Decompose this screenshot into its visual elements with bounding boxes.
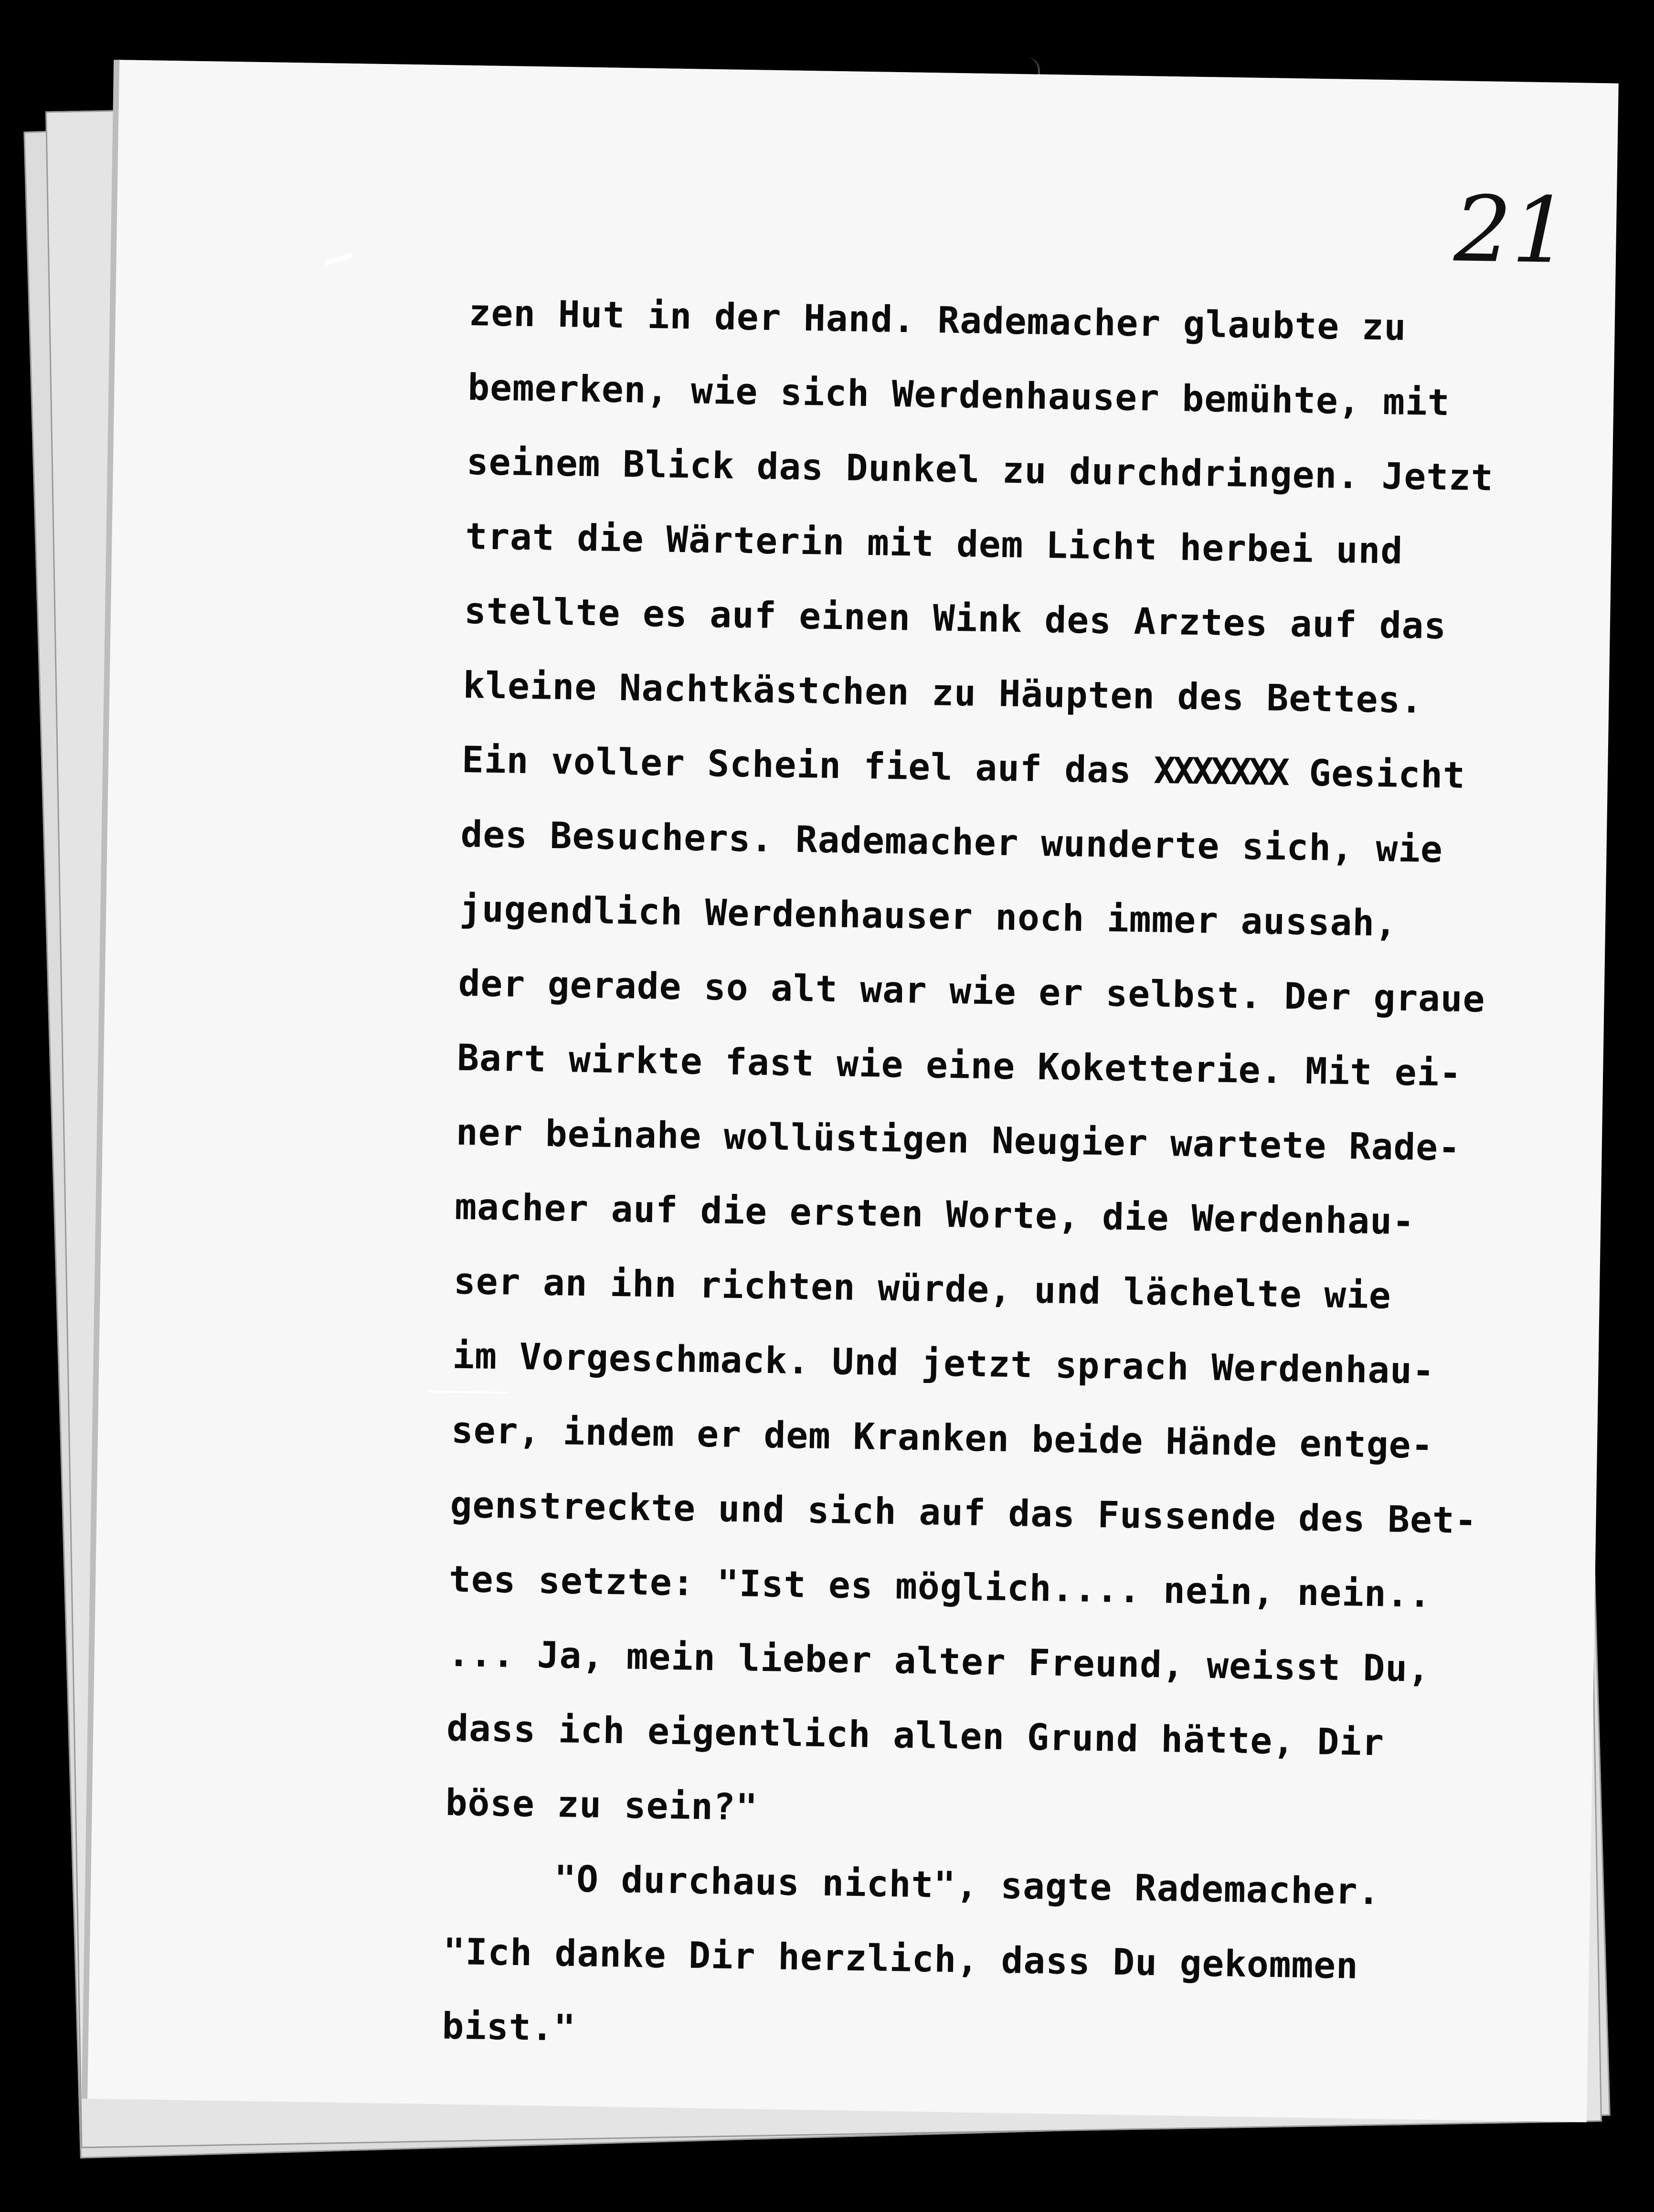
text-line: kleine Nachtkästchen zu Häupten des Bettes.: [463, 663, 1423, 722]
text-line: bemerken, wie sich Werdenhauser bemühte, mit: [467, 365, 1451, 424]
text-line: Bart wirkte fast wie eine Koketterie. Mit ei-: [456, 1036, 1462, 1095]
text-line: genstreckte und sich auf das Fussende des Bet-: [450, 1483, 1477, 1542]
text-line: trat die Wärterin mit dem Licht herbei und: [465, 514, 1403, 572]
text-segment: Gesicht: [1308, 751, 1466, 797]
text-line: "O durchaus nicht", sagte Rademacher.: [553, 1857, 1380, 1913]
typewritten-page: [87, 60, 1619, 2122]
text-line: macher auf die ersten Worte, die Werdenhau-: [454, 1185, 1415, 1243]
text-line: ser, indem er dem Kranken beide Hände entge-: [451, 1408, 1434, 1467]
text-line: ser an ihn richten würde, und lächelte wie: [453, 1259, 1392, 1317]
page-number: 21: [1453, 176, 1570, 284]
body-text: [441, 276, 1606, 2081]
text-line: ner beinahe wollüstigen Neugier wartete Rade-: [456, 1110, 1461, 1169]
text-line: ... Ja, mein lieber alter Freund, weisst Du,: [447, 1632, 1431, 1690]
text-line: dass ich eigentlich allen Grund hätte, Dir: [446, 1706, 1385, 1764]
text-line: "Ich danke Dir herzlich, dass Du gekommen: [443, 1930, 1359, 1987]
text-line: der gerade so alt war wie er selbst. Der graue: [458, 961, 1486, 1021]
text-line: des Besuchers. Rademacher wunderte sich, wie: [460, 812, 1443, 871]
text-line: seinem Blick das Dunkel zu durchdringen. Jetzt: [466, 440, 1494, 499]
text-line: tes setzte: "Ist es möglich.... nein, nein..: [448, 1557, 1432, 1616]
text-segment: Ein voller Schein fiel auf das: [461, 738, 1132, 791]
text-line: im Vorgeschmack. Und jetzt sprach Werdenhau-: [452, 1334, 1435, 1392]
text-line: stellte es auf einen Wink des Arztes auf das: [464, 589, 1447, 648]
text-line: jugendlich Werdenhauser noch immer aussah,: [459, 887, 1398, 945]
text-line: böse zu sein?": [445, 1781, 759, 1829]
text-line: zen Hut in der Hand. Rademacher glaubte zu: [468, 291, 1407, 349]
struck-out-word: XXXXXXX: [1153, 749, 1287, 794]
text-line: bist.": [441, 2004, 576, 2049]
margin-tick-mark: [325, 253, 353, 266]
